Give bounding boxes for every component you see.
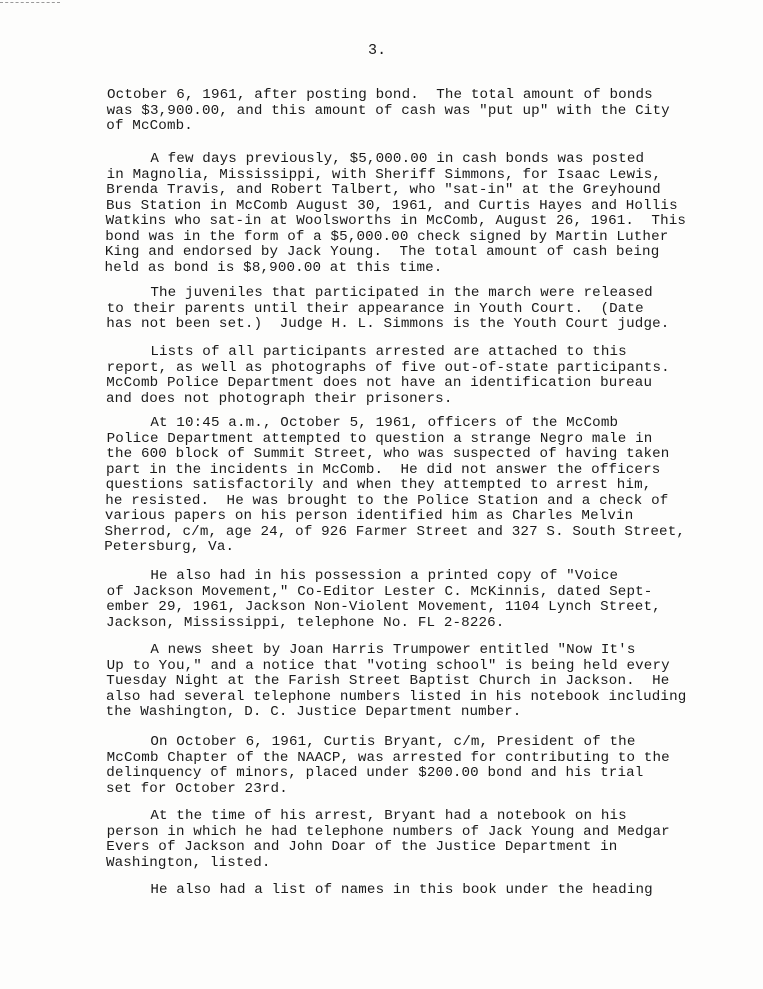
text-line: A few days previously, $5,000.00 in cash bonds was posted xyxy=(107,151,645,167)
text-line: Bus Station in McComb August 30, 1961, and Curtis Hayes and Hollis xyxy=(105,197,678,214)
text-line: and does not photograph their prisoners. xyxy=(105,390,453,407)
text-line: person in which he had telephone numbers of Jack Young and Medgar xyxy=(106,823,670,840)
text-line: Evers of Jackson and John Doar of the Justice Department in xyxy=(106,839,618,855)
text-line: Up to You," and a notice that "voting school" is being held every xyxy=(106,657,670,674)
text-line: Petersburg, Va. xyxy=(104,539,235,555)
text-line: McComb Police Department does not have an identification bureau xyxy=(106,375,653,391)
text-line: Washington, listed. xyxy=(105,854,271,871)
text-line: The juveniles that participated in the march were released xyxy=(107,285,653,301)
text-line: He also had in his possession a printed copy of "Voice xyxy=(107,568,619,584)
text-line: bond was in the form of a $5,000.00 check signed by Martin Luther xyxy=(105,228,669,245)
text-line: At 10:45 a.m., October 5, 1961, officers of the McComb xyxy=(107,415,619,431)
text-line: the 600 block of Summit Street, who was suspected of having taken xyxy=(106,446,670,462)
text-line: he resisted. He was brought to the Police Station and a check of xyxy=(105,492,669,509)
text-line: A news sheet by Joan Harris Trumpower entitled "Now It's xyxy=(107,642,636,658)
text-line: On October 6, 1961, Curtis Bryant, c/m, President of the xyxy=(107,734,636,750)
text-line: held as bond is $8,900.00 at this time. xyxy=(104,259,443,276)
text-line: Brenda Travis, and Robert Talbert, who "sat-in" at the Greyhound xyxy=(106,182,661,198)
text-line: October 6, 1961, after posting bond. The total amount of bonds xyxy=(107,87,653,103)
text-line: Lists of all participants arrested are attached to this xyxy=(107,344,627,360)
text-line: questions satisfactorily and when they attempted to arrest him, xyxy=(105,477,652,493)
text-line: He also had a list of names in this book under the heading xyxy=(107,882,653,898)
text-line: McComb Chapter of the NAACP, was arrested for contributing to the xyxy=(106,749,670,766)
text-line: various papers on his person identified him as Charles Melvin xyxy=(104,508,634,524)
text-line: delinquency of minors, placed under $200.00 bond and his trial xyxy=(106,765,644,781)
text-line: Tuesday Night at the Farish Street Baptist Church in Jackson. He xyxy=(106,673,670,689)
text-line: to their parents until their appearance in Youth Court. (Date xyxy=(106,300,644,317)
text-line: of McComb. xyxy=(106,118,193,134)
text-line: report, as well as photographs of five out-of-state participants. xyxy=(106,359,670,376)
text-line: in Magnolia, Mississippi, with Sheriff Simmons, for Isaac Lewis, xyxy=(106,166,662,183)
text-line: was $3,900.00, and this amount of cash was "put up" with the City xyxy=(106,102,670,119)
text-line: Police Department attempted to question a strange Negro male in xyxy=(106,430,653,447)
text-line: of Jackson Movement," Co-Editor Lester C. McKinnis, dated Sept- xyxy=(106,583,653,600)
text-line: Jackson, Mississippi, telephone No. FL 2-8226. xyxy=(105,614,505,631)
text-line: Sherrod, c/m, age 24, of 926 Farmer Street and 327 S. South Street, xyxy=(104,523,686,540)
text-line: At the time of his arrest, Bryant had a notebook on his xyxy=(107,808,627,824)
text-line: King and endorsed by Jack Young. The total amount of cash being xyxy=(104,244,660,260)
text-line: the Washington, D. C. Justice Department number. xyxy=(105,704,522,720)
text-line: set for October 23rd. xyxy=(105,780,288,797)
page-edge-mark xyxy=(0,2,60,3)
page-number: 3. xyxy=(368,42,387,59)
text-line: part in the incidents in McComb. He did not answer the officers xyxy=(105,461,661,478)
text-line: also had several telephone numbers listed in his notebook including xyxy=(105,688,687,705)
text-line: Watkins who sat-in at Woolsworths in McComb, August 26, 1961. This xyxy=(105,213,687,229)
text-line: ember 29, 1961, Jackson Non-Violent Movement, 1104 Lynch Street, xyxy=(106,599,661,615)
text-line: has not been set.) Judge H. L. Simmons is the Youth Court judge. xyxy=(106,316,670,332)
